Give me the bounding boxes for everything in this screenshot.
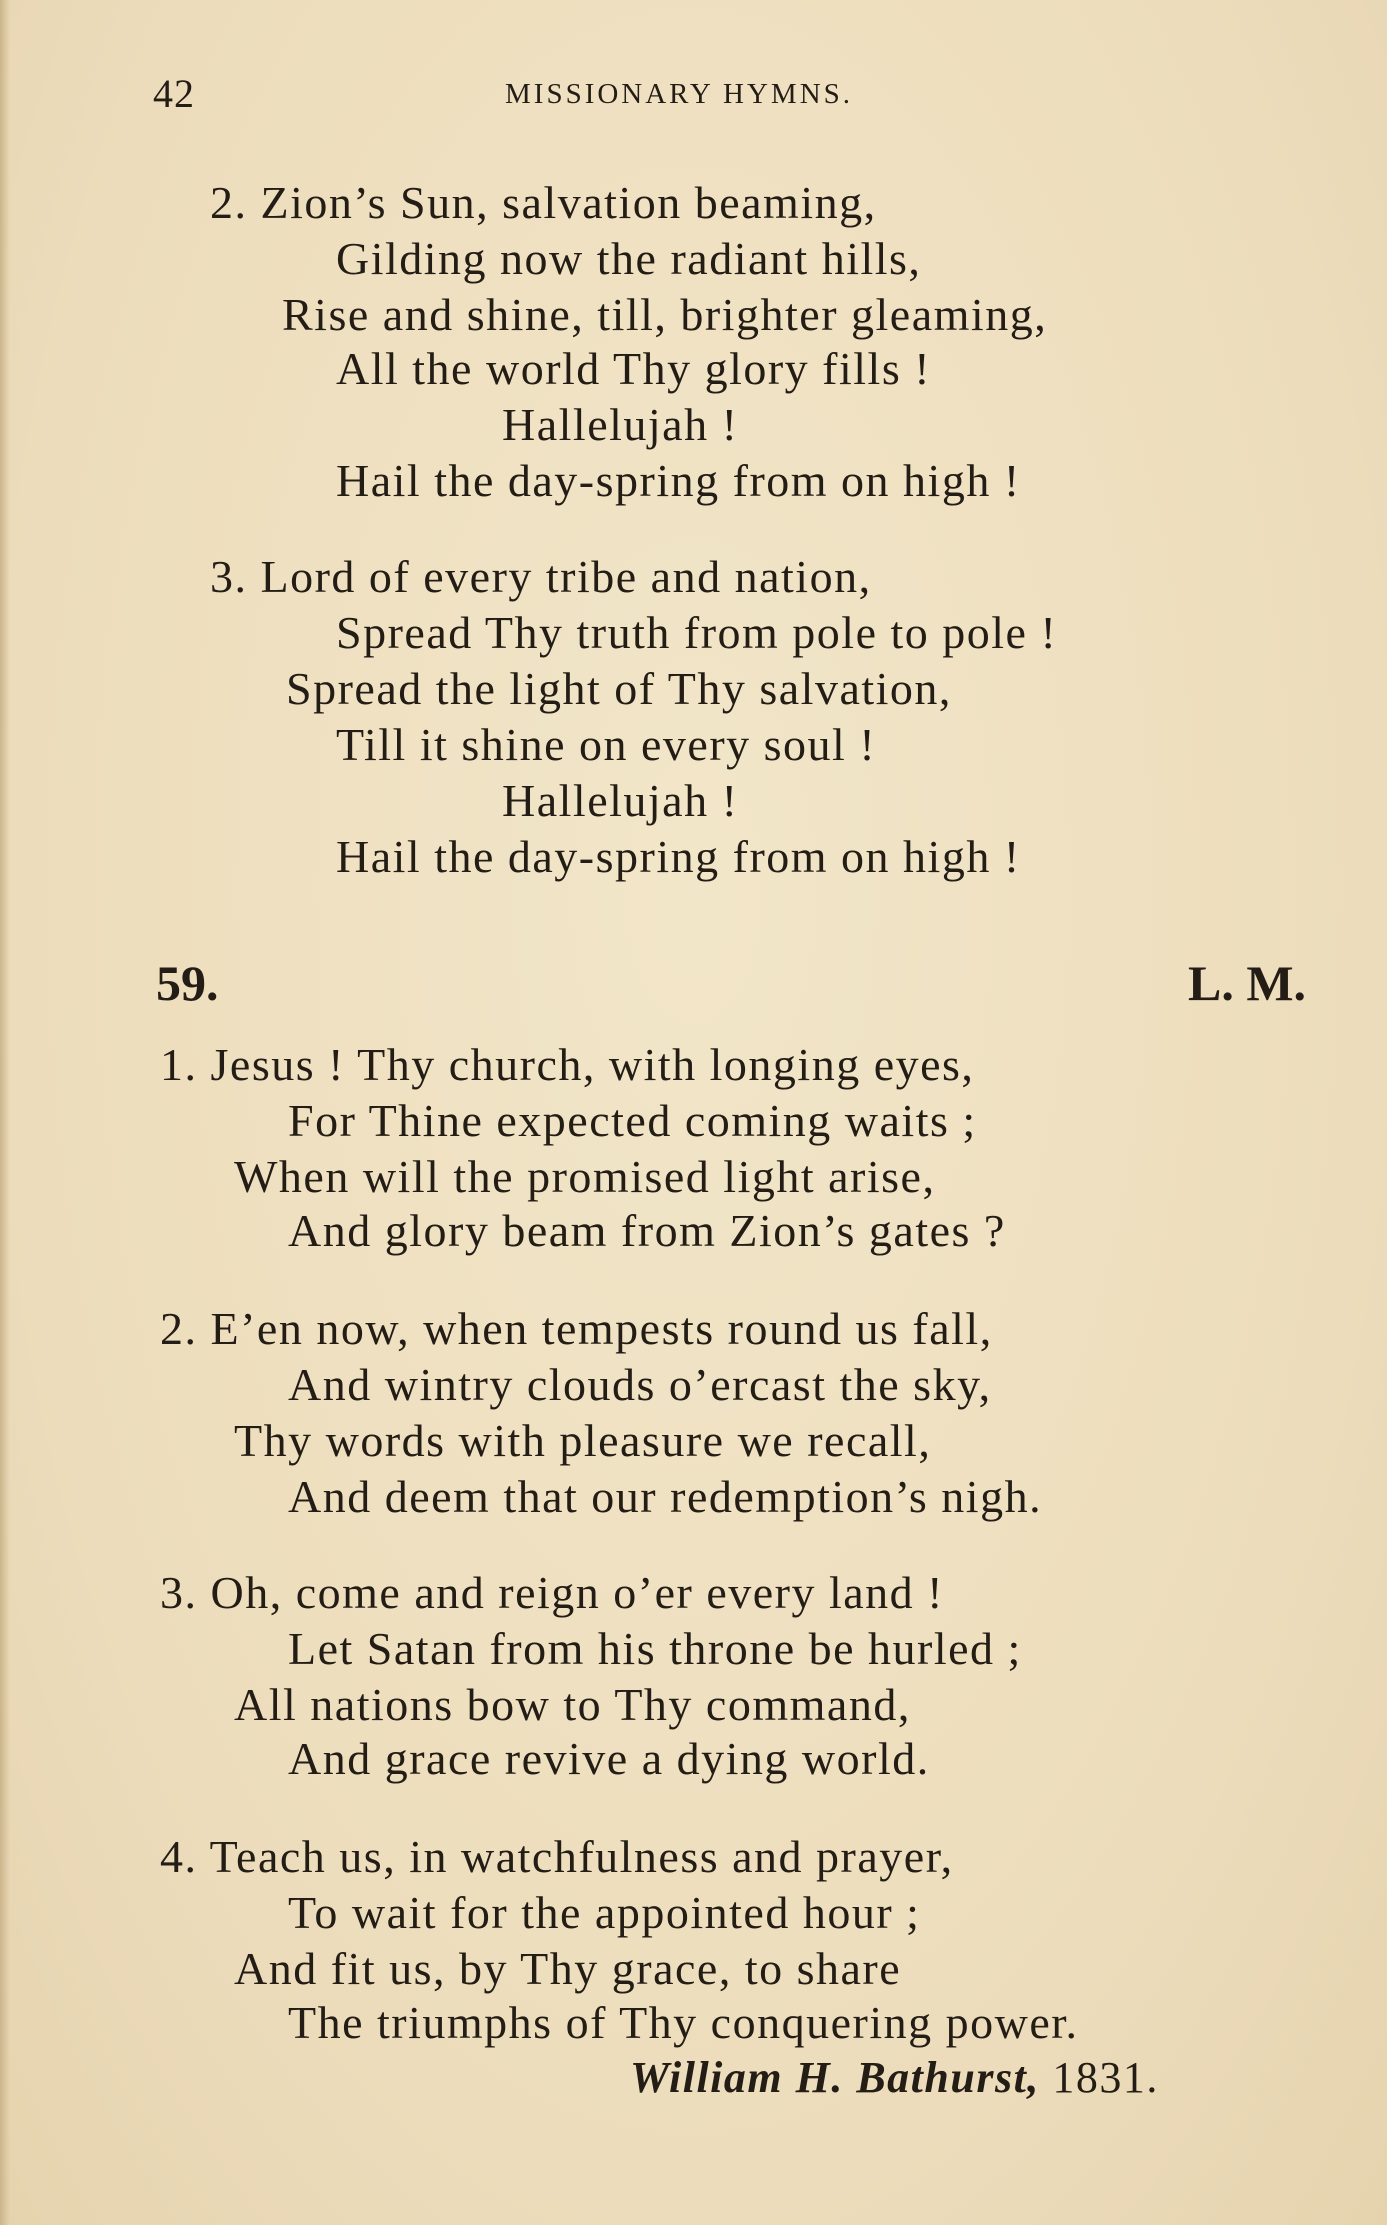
hymn-meter: L. M. [1188, 955, 1307, 1011]
verse-line: 1. Jesus ! Thy church, with longing eyes, [160, 1039, 975, 1090]
verse-line: 3. Lord of every tribe and nation, [210, 551, 872, 602]
page-number: 42 [153, 71, 195, 116]
verse-line: The triumphs of Thy conquering power. [288, 1997, 1079, 2048]
author-name: William H. Bathurst, [630, 2053, 1040, 2102]
verse-line: And deem that our redemption’s nigh. [288, 1471, 1043, 1522]
verse-line: And wintry clouds o’ercast the sky, [288, 1359, 992, 1410]
verse-line: Thy words with pleasure we recall, [234, 1415, 932, 1466]
verse-line: And grace revive a dying world. [288, 1733, 930, 1784]
verse-line: Rise and shine, till, brighter gleaming, [282, 289, 1048, 340]
verse-line: Hallelujah ! [502, 399, 739, 450]
verse-line: 4. Teach us, in watchfulness and prayer, [160, 1831, 954, 1882]
verse-line: 3. Oh, come and reign o’er every land ! [160, 1567, 944, 1618]
verse-line: Till it shine on every soul ! [336, 719, 877, 770]
verse-line: When will the promised light arise, [234, 1151, 936, 1202]
author-year: 1831. [1052, 2053, 1159, 2102]
verse-line: Hail the day-spring from on high ! [336, 455, 1021, 506]
verse-line: Spread Thy truth from pole to pole ! [336, 607, 1058, 658]
verse-line: 2. E’en now, when tempests round us fall, [160, 1303, 993, 1354]
verse-line: And fit us, by Thy grace, to share [234, 1943, 902, 1994]
verse-line: Spread the light of Thy salvation, [286, 663, 952, 714]
page-edge [0, 0, 10, 2225]
verse-line: Gilding now the radiant hills, [336, 233, 922, 284]
verse-line: For Thine expected coming waits ; [288, 1095, 977, 1146]
verse-line: 2. Zion’s Sun, salvation beaming, [210, 177, 877, 228]
hymn-attribution [630, 2052, 1159, 2103]
hymn-number: 59. [156, 955, 219, 1011]
verse-line: All the world Thy glory fills ! [336, 343, 932, 394]
verse-line: Hallelujah ! [502, 775, 739, 826]
running-title: MISSIONARY HYMNS. [505, 78, 854, 110]
verse-line: All nations bow to Thy command, [234, 1679, 911, 1730]
page-header [150, 70, 1210, 120]
verse-line: And glory beam from Zion’s gates ? [288, 1205, 1006, 1256]
verse-line: Hail the day-spring from on high ! [336, 831, 1021, 882]
verse-line: Let Satan from his throne be hurled ; [288, 1623, 1022, 1674]
verse-line: To wait for the appointed hour ; [288, 1887, 921, 1938]
